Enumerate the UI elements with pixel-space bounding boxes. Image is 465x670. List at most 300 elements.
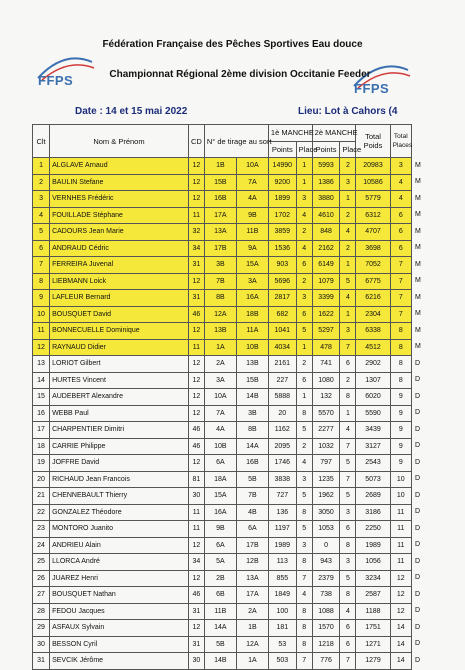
- cell-t1: 1B: [204, 158, 236, 175]
- cell-t2: 14B: [236, 389, 268, 406]
- cell-tp: 7052: [356, 257, 390, 274]
- division-marker: D: [415, 409, 421, 417]
- cell-p1: 9200: [268, 174, 296, 191]
- cell-tpl: 4: [390, 191, 411, 208]
- cell-p1: 3859: [268, 224, 296, 241]
- cell-clt: 22: [33, 504, 50, 521]
- cell-pl1: 7: [296, 653, 312, 670]
- division-marker: D: [415, 590, 421, 598]
- cell-cd: 46: [188, 438, 204, 455]
- cell-pl2: 8: [340, 389, 356, 406]
- cell-p2: 943: [312, 554, 340, 571]
- division-marker: D: [415, 458, 421, 466]
- table-row: [33, 240, 412, 257]
- cell-p2: 1032: [312, 438, 340, 455]
- table-row: [33, 422, 412, 439]
- cell-tpl: 12: [390, 570, 411, 587]
- table-row: [33, 603, 412, 620]
- cell-tpl: 14: [390, 636, 411, 653]
- division-marker: D: [415, 376, 421, 384]
- cell-pl2: 1: [340, 257, 356, 274]
- cell-pl2: 5: [340, 273, 356, 290]
- cell-nom: VERNHES Frédéric: [50, 191, 189, 208]
- cell-tp: 1989: [356, 537, 390, 554]
- cell-cd: 12: [188, 620, 204, 637]
- cell-pl1: 5: [296, 488, 312, 505]
- cell-p2: 3050: [312, 504, 340, 521]
- cell-p1: 3838: [268, 471, 296, 488]
- cell-p2: 738: [312, 587, 340, 604]
- cell-p1: 53: [268, 636, 296, 653]
- division-marker: D: [415, 508, 421, 516]
- cell-pl1: 1: [296, 158, 312, 175]
- cell-cd: 12: [188, 455, 204, 472]
- cell-tpl: 7: [390, 273, 411, 290]
- col-manche2: 2è MANCHE: [312, 125, 356, 142]
- cell-tpl: 9: [390, 438, 411, 455]
- division-marker: D: [415, 425, 421, 433]
- cell-p1: 1162: [268, 422, 296, 439]
- cell-tp: 6312: [356, 207, 390, 224]
- cell-cd: 34: [188, 554, 204, 571]
- cell-pl2: 2: [340, 158, 356, 175]
- cell-t2: 9A: [236, 240, 268, 257]
- table-row: [33, 455, 412, 472]
- cell-clt: 14: [33, 372, 50, 389]
- cell-t2: 17A: [236, 587, 268, 604]
- table-row: [33, 471, 412, 488]
- cell-t2: 4B: [236, 504, 268, 521]
- cell-pl1: 2: [296, 438, 312, 455]
- cell-tpl: 10: [390, 488, 411, 505]
- cell-pl1: 6: [296, 257, 312, 274]
- cell-p2: 776: [312, 653, 340, 670]
- cell-pl2: 1: [340, 405, 356, 422]
- table-row: [33, 306, 412, 323]
- division-marker: M: [415, 326, 421, 334]
- cell-t2: 14A: [236, 438, 268, 455]
- cell-clt: 17: [33, 422, 50, 439]
- cell-nom: JUAREZ Henri: [50, 570, 189, 587]
- cell-clt: 3: [33, 191, 50, 208]
- cell-p2: 848: [312, 224, 340, 241]
- cell-cd: 31: [188, 603, 204, 620]
- col-manche1: 1è MANCHE: [268, 125, 312, 142]
- table-row: [33, 653, 412, 670]
- cell-t2: 12B: [236, 554, 268, 571]
- col-total-place: Total Places: [390, 125, 411, 158]
- cell-nom: BESSON Cyril: [50, 636, 189, 653]
- cell-tpl: 7: [390, 306, 411, 323]
- table-row: [33, 488, 412, 505]
- cell-t1: 16B: [204, 191, 236, 208]
- cell-p1: 1899: [268, 191, 296, 208]
- cell-pl2: 5: [340, 455, 356, 472]
- cell-tp: 1271: [356, 636, 390, 653]
- division-marker: M: [415, 211, 421, 219]
- table-row: [33, 356, 412, 373]
- cell-p1: 113: [268, 554, 296, 571]
- cell-t1: 13A: [204, 224, 236, 241]
- cell-t2: 15A: [236, 257, 268, 274]
- cell-pl2: 7: [340, 438, 356, 455]
- col-nom: Nom & Prénom: [50, 125, 189, 158]
- cell-clt: 6: [33, 240, 50, 257]
- cell-clt: 19: [33, 455, 50, 472]
- cell-nom: MONTORO Juanito: [50, 521, 189, 538]
- cell-tp: 2587: [356, 587, 390, 604]
- cell-t1: 9B: [204, 521, 236, 538]
- cell-tpl: 8: [390, 323, 411, 340]
- cell-p1: 4034: [268, 339, 296, 356]
- cell-tp: 3439: [356, 422, 390, 439]
- cell-p1: 1041: [268, 323, 296, 340]
- cell-pl2: 4: [340, 224, 356, 241]
- cell-pl1: 2: [296, 224, 312, 241]
- cell-t2: 9B: [236, 207, 268, 224]
- cell-nom: FOUILLADE Stéphane: [50, 207, 189, 224]
- cell-pl2: 3: [340, 554, 356, 571]
- cell-t1: 3B: [204, 257, 236, 274]
- cell-p2: 5570: [312, 405, 340, 422]
- cell-t2: 8B: [236, 422, 268, 439]
- cell-t1: 1A: [204, 339, 236, 356]
- division-marker: D: [415, 442, 421, 450]
- cell-t2: 7B: [236, 488, 268, 505]
- cell-cd: 31: [188, 636, 204, 653]
- cell-clt: 21: [33, 488, 50, 505]
- cell-nom: HURTES Vincent: [50, 372, 189, 389]
- cell-tp: 3186: [356, 504, 390, 521]
- cell-t1: 7A: [204, 405, 236, 422]
- cell-clt: 1: [33, 158, 50, 175]
- cell-pl1: 1: [296, 174, 312, 191]
- cell-p1: 2161: [268, 356, 296, 373]
- cell-clt: 28: [33, 603, 50, 620]
- cell-pl2: 2: [340, 207, 356, 224]
- cell-tpl: 3: [390, 158, 411, 175]
- cell-t1: 14A: [204, 620, 236, 637]
- cell-tpl: 11: [390, 504, 411, 521]
- cell-clt: 12: [33, 339, 50, 356]
- cell-t1: 14B: [204, 653, 236, 670]
- cell-pl1: 4: [296, 207, 312, 224]
- cell-t1: 17B: [204, 240, 236, 257]
- cell-clt: 18: [33, 438, 50, 455]
- cell-pl1: 2: [296, 356, 312, 373]
- cell-p1: 682: [268, 306, 296, 323]
- cell-tp: 4707: [356, 224, 390, 241]
- cell-tpl: 12: [390, 603, 411, 620]
- cell-nom: ANDRAUD Cédric: [50, 240, 189, 257]
- col-clt: Clt: [33, 125, 50, 158]
- division-marker: M: [415, 343, 421, 351]
- cell-p2: 2162: [312, 240, 340, 257]
- cell-p1: 20: [268, 405, 296, 422]
- cell-t2: 13B: [236, 356, 268, 373]
- cell-p2: 1080: [312, 372, 340, 389]
- division-marker: D: [415, 656, 421, 664]
- cell-cd: 12: [188, 158, 204, 175]
- cell-t1: 12A: [204, 306, 236, 323]
- cell-pl1: 6: [296, 372, 312, 389]
- cell-pl1: 8: [296, 405, 312, 422]
- col-points-2: Points: [312, 141, 340, 158]
- division-marker: M: [415, 161, 421, 169]
- table-row: [33, 587, 412, 604]
- cell-clt: 4: [33, 207, 50, 224]
- cell-t1: 2B: [204, 570, 236, 587]
- cell-clt: 29: [33, 620, 50, 637]
- cell-pl2: 6: [340, 620, 356, 637]
- cell-p2: 2277: [312, 422, 340, 439]
- table-row: [33, 191, 412, 208]
- cell-p1: 1849: [268, 587, 296, 604]
- cell-t2: 5B: [236, 471, 268, 488]
- cell-tp: 1279: [356, 653, 390, 670]
- ffps-logo-left: [34, 44, 104, 94]
- cell-tp: 3127: [356, 438, 390, 455]
- cell-clt: 5: [33, 224, 50, 241]
- cell-clt: 31: [33, 653, 50, 670]
- cell-clt: 24: [33, 537, 50, 554]
- cell-p2: 2379: [312, 570, 340, 587]
- cell-cd: 12: [188, 356, 204, 373]
- cell-t2: 1A: [236, 653, 268, 670]
- cell-t2: 17B: [236, 537, 268, 554]
- table-row: [33, 389, 412, 406]
- cell-tp: 2689: [356, 488, 390, 505]
- federation-title: Fédération Française des Pêches Sportives Eau douce: [102, 39, 363, 50]
- cell-tp: 4512: [356, 339, 390, 356]
- cell-tpl: 9: [390, 389, 411, 406]
- table-row: [33, 257, 412, 274]
- cell-cd: 12: [188, 570, 204, 587]
- cell-p2: 1218: [312, 636, 340, 653]
- table-row: [33, 636, 412, 653]
- cell-t2: 12A: [236, 636, 268, 653]
- results-table: [32, 124, 412, 670]
- col-tirage: N° de tirage au sort: [204, 125, 268, 158]
- cell-nom: LAFLEUR Bernard: [50, 290, 189, 307]
- cell-tpl: 11: [390, 554, 411, 571]
- cell-tp: 1307: [356, 372, 390, 389]
- cell-p2: 1622: [312, 306, 340, 323]
- cell-tp: 20983: [356, 158, 390, 175]
- division-marker: D: [415, 475, 421, 483]
- cell-pl1: 3: [296, 191, 312, 208]
- cell-pl2: 4: [340, 603, 356, 620]
- cell-clt: 8: [33, 273, 50, 290]
- cell-clt: 30: [33, 636, 50, 653]
- cell-tp: 6338: [356, 323, 390, 340]
- cell-t1: 15A: [204, 488, 236, 505]
- cell-pl2: 3: [340, 504, 356, 521]
- cell-t2: 16A: [236, 290, 268, 307]
- cell-nom: AUDEBERT Alexandre: [50, 389, 189, 406]
- table-row: [33, 554, 412, 571]
- cell-p1: 181: [268, 620, 296, 637]
- table-row: [33, 372, 412, 389]
- cell-p1: 14990: [268, 158, 296, 175]
- cell-clt: 23: [33, 521, 50, 538]
- cell-clt: 27: [33, 587, 50, 604]
- cell-t2: 1B: [236, 620, 268, 637]
- cell-tpl: 8: [390, 339, 411, 356]
- cell-pl1: 3: [296, 537, 312, 554]
- cell-pl1: 6: [296, 306, 312, 323]
- cell-pl1: 8: [296, 504, 312, 521]
- cell-nom: CARRIE Philippe: [50, 438, 189, 455]
- cell-p1: 1702: [268, 207, 296, 224]
- cell-tpl: 8: [390, 356, 411, 373]
- cell-tpl: 12: [390, 587, 411, 604]
- table-row: [33, 620, 412, 637]
- cell-tpl: 6: [390, 240, 411, 257]
- cell-p1: 5888: [268, 389, 296, 406]
- division-marker: M: [415, 194, 421, 202]
- table-row: [33, 521, 412, 538]
- cell-t1: 13B: [204, 323, 236, 340]
- cell-tp: 1188: [356, 603, 390, 620]
- cell-tp: 2902: [356, 356, 390, 373]
- cell-pl2: 1: [340, 191, 356, 208]
- cell-t1: 5A: [204, 554, 236, 571]
- cell-nom: JOFFRE David: [50, 455, 189, 472]
- table-row: [33, 224, 412, 241]
- cell-cd: 12: [188, 537, 204, 554]
- cell-p1: 100: [268, 603, 296, 620]
- cell-nom: BOUSQUET Nathan: [50, 587, 189, 604]
- cell-t1: 6A: [204, 537, 236, 554]
- cell-p2: 3880: [312, 191, 340, 208]
- cell-pl1: 7: [296, 570, 312, 587]
- cell-pl2: 5: [340, 488, 356, 505]
- table-row: [33, 158, 412, 175]
- cell-cd: 30: [188, 653, 204, 670]
- cell-clt: 7: [33, 257, 50, 274]
- cell-p1: 5696: [268, 273, 296, 290]
- cell-nom: ALGLAVE Arnaud: [50, 158, 189, 175]
- cell-t1: 15B: [204, 174, 236, 191]
- cell-t1: 3A: [204, 372, 236, 389]
- cell-tpl: 14: [390, 620, 411, 637]
- cell-clt: 16: [33, 405, 50, 422]
- cell-nom: CHARPENTIER Dimitri: [50, 422, 189, 439]
- col-total-poids: Total Poids: [356, 125, 390, 158]
- cell-t2: 4A: [236, 191, 268, 208]
- cell-nom: LLORCA André: [50, 554, 189, 571]
- division-marker: D: [415, 392, 421, 400]
- division-marker: D: [415, 623, 421, 631]
- col-points-1: Points: [268, 141, 296, 158]
- cell-nom: RICHAUD Jean Francois: [50, 471, 189, 488]
- logo-text: FFPS: [38, 73, 74, 88]
- cell-clt: 13: [33, 356, 50, 373]
- table-row: [33, 438, 412, 455]
- cell-cd: 12: [188, 372, 204, 389]
- table-row: [33, 504, 412, 521]
- col-place-2: Place: [340, 141, 356, 158]
- cell-tp: 1751: [356, 620, 390, 637]
- cell-nom: SEVCIK Jérôme: [50, 653, 189, 670]
- col-cd: CD: [188, 125, 204, 158]
- event-location: Lieu: Lot à Cahors (4: [298, 106, 398, 117]
- cell-p1: 1989: [268, 537, 296, 554]
- cell-t1: 10B: [204, 438, 236, 455]
- cell-t1: 7B: [204, 273, 236, 290]
- cell-t2: 13A: [236, 570, 268, 587]
- cell-nom: FERREIRA Juvenal: [50, 257, 189, 274]
- division-marker: D: [415, 359, 421, 367]
- cell-tp: 1056: [356, 554, 390, 571]
- cell-cd: 46: [188, 422, 204, 439]
- division-marker: M: [415, 227, 421, 235]
- cell-cd: 32: [188, 224, 204, 241]
- cell-tpl: 7: [390, 257, 411, 274]
- cell-p2: 797: [312, 455, 340, 472]
- cell-clt: 9: [33, 290, 50, 307]
- cell-p1: 727: [268, 488, 296, 505]
- cell-pl2: 8: [340, 537, 356, 554]
- cell-pl1: 8: [296, 603, 312, 620]
- cell-t1: 6A: [204, 455, 236, 472]
- division-marker: D: [415, 541, 421, 549]
- cell-t2: 10B: [236, 339, 268, 356]
- cell-nom: BAULIN Stefane: [50, 174, 189, 191]
- cell-pl2: 7: [340, 339, 356, 356]
- division-marker: M: [415, 293, 421, 301]
- cell-nom: BOUSQUET David: [50, 306, 189, 323]
- cell-cd: 11: [188, 207, 204, 224]
- cell-nom: BONNECUELLE Dominique: [50, 323, 189, 340]
- table-row: [33, 290, 412, 307]
- cell-p2: 0: [312, 537, 340, 554]
- cell-pl2: 7: [340, 653, 356, 670]
- cell-cd: 46: [188, 587, 204, 604]
- cell-cd: 31: [188, 257, 204, 274]
- championship-title: Championnat Régional 2ème division Occitanie Feeder: [109, 69, 371, 80]
- cell-pl2: 3: [340, 174, 356, 191]
- cell-p1: 136: [268, 504, 296, 521]
- cell-pl2: 1: [340, 306, 356, 323]
- cell-t2: 11B: [236, 224, 268, 241]
- cell-nom: FEDOU Jacques: [50, 603, 189, 620]
- cell-t2: 16B: [236, 455, 268, 472]
- cell-p2: 132: [312, 389, 340, 406]
- cell-nom: LORIOT Gilbert: [50, 356, 189, 373]
- table-row: [33, 339, 412, 356]
- cell-t1: 2A: [204, 356, 236, 373]
- cell-cd: 12: [188, 174, 204, 191]
- cell-pl2: 4: [340, 290, 356, 307]
- cell-pl1: 4: [296, 240, 312, 257]
- cell-pl1: 5: [296, 323, 312, 340]
- cell-pl1: 3: [296, 290, 312, 307]
- table-row: [33, 174, 412, 191]
- cell-t2: 10A: [236, 158, 268, 175]
- cell-t2: 3A: [236, 273, 268, 290]
- cell-tpl: 6: [390, 224, 411, 241]
- cell-tp: 10586: [356, 174, 390, 191]
- cell-pl1: 4: [296, 587, 312, 604]
- cell-cd: 81: [188, 471, 204, 488]
- cell-t2: 2A: [236, 603, 268, 620]
- cell-cd: 11: [188, 504, 204, 521]
- cell-pl1: 2: [296, 273, 312, 290]
- cell-pl1: 1: [296, 389, 312, 406]
- cell-t2: 7A: [236, 174, 268, 191]
